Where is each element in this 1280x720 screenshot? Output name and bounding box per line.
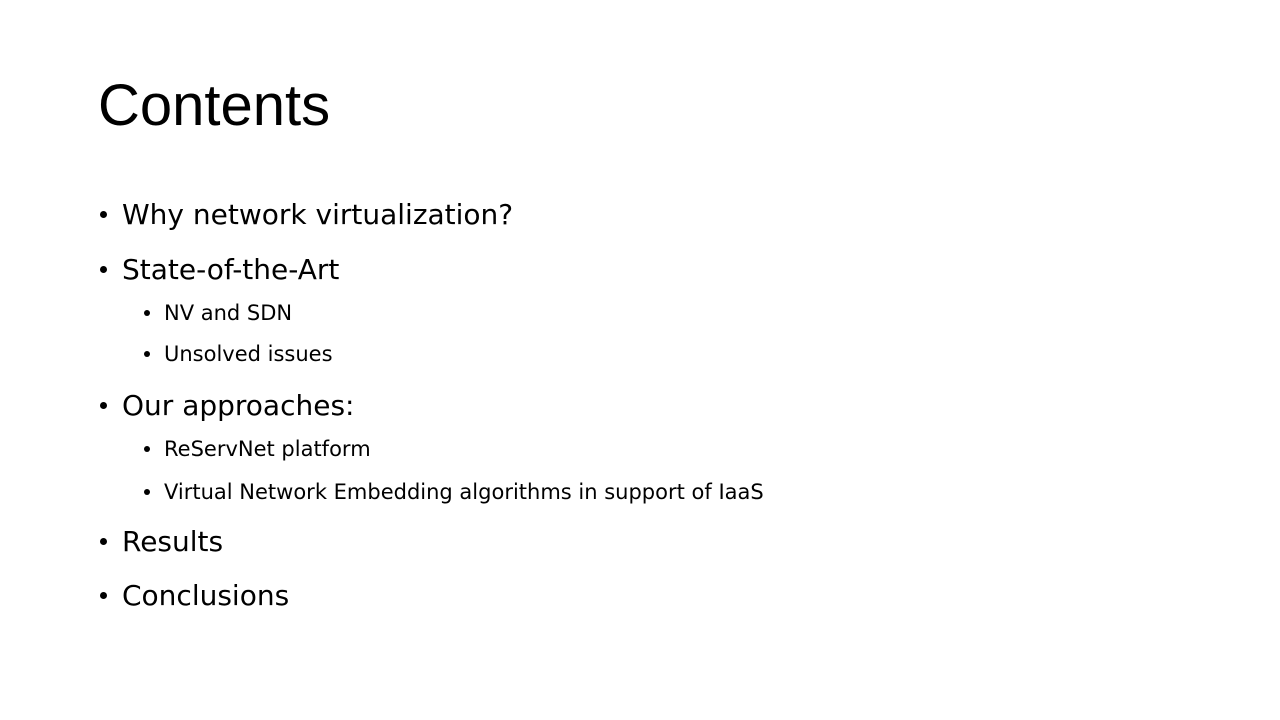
bullet-text: Results — [122, 524, 224, 558]
sub-bullet-item — [144, 338, 333, 370]
bullet-text: Why network virtualization? — [122, 197, 514, 231]
bullet-text: Unsolved issues — [164, 342, 333, 366]
bullet-icon — [144, 489, 150, 495]
bullet-item — [100, 385, 354, 425]
slide-title: Contents — [98, 73, 331, 138]
bullet-icon — [100, 402, 107, 409]
bullet-icon — [144, 310, 150, 316]
bullet-text: State-of-the-Art — [122, 252, 340, 286]
bullet-item — [100, 521, 223, 561]
bullet-icon — [100, 538, 107, 545]
bullet-text: NV and SDN — [164, 301, 293, 325]
bullet-item — [100, 575, 289, 615]
sub-bullet-item — [144, 433, 371, 465]
bullet-item — [100, 194, 513, 234]
sub-bullet-item — [144, 476, 764, 508]
bullet-text: Our approaches: — [122, 388, 355, 422]
bullet-icon — [144, 446, 150, 452]
bullet-icon — [100, 592, 107, 599]
bullet-icon — [100, 266, 107, 273]
bullet-item — [100, 249, 339, 289]
bullet-icon — [144, 351, 150, 357]
bullet-text: Virtual Network Embedding algorithms in support of IaaS — [164, 480, 764, 504]
sub-bullet-item — [144, 297, 292, 329]
bullet-text: ReServNet platform — [164, 437, 371, 461]
bullet-icon — [100, 211, 107, 218]
bullet-text: Conclusions — [122, 578, 290, 612]
